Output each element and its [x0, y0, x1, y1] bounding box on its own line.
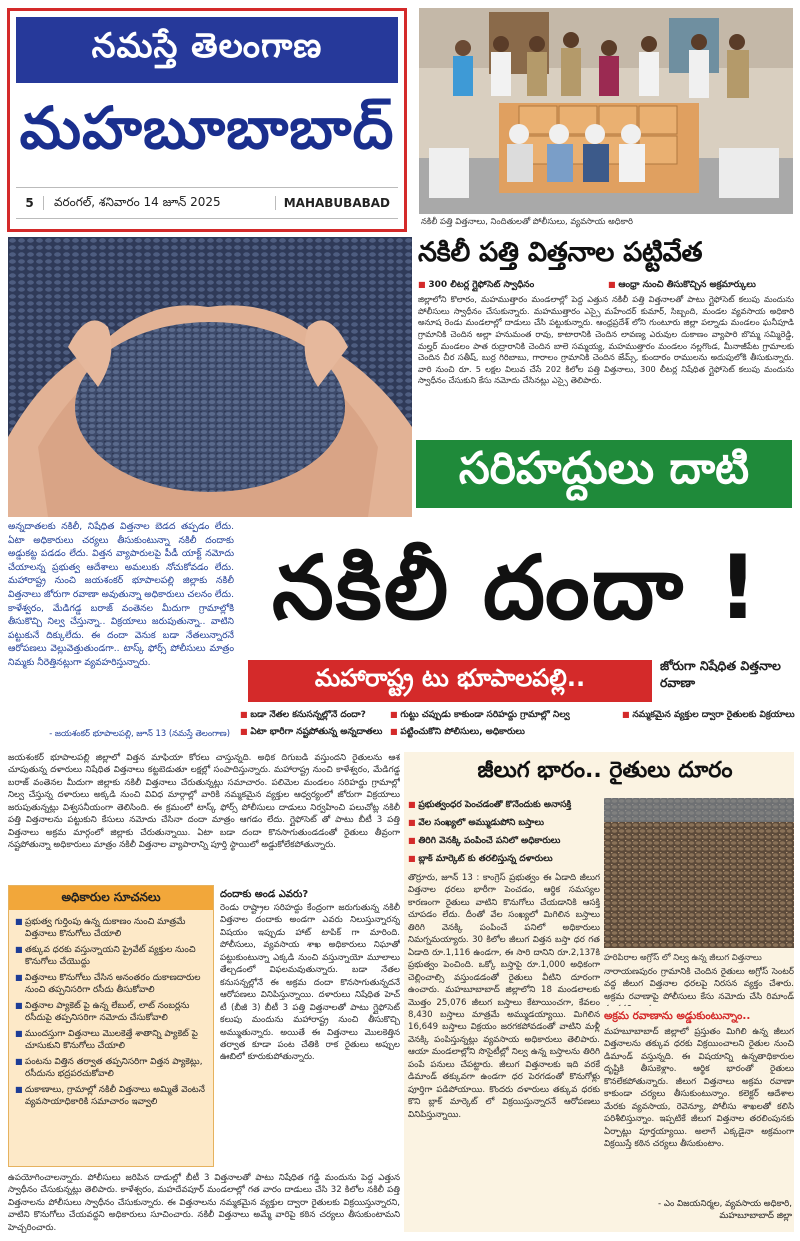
jeeluga-bullet: ■ బ్లాక్ మార్కెట్ కు తరలిస్తున్న దళారులు	[408, 854, 600, 866]
suggestion-item: ■ విత్తనాల ప్యాకెట్ పై ఉన్న లేబుల్, లాట్ నంబర్లను రసీదుపై తప్పనిసరిగా నమోదు చేసుకోవాలి	[15, 1000, 209, 1025]
green-banner: సరిహద్దులు దాటి	[416, 440, 792, 508]
seizure-headline: నకిలీ పత్తి విత్తనాల పట్టివేత	[418, 237, 703, 268]
main-headline: నకిలీ దందా !	[272, 538, 760, 639]
seizure-body: జిల్లాలోని కొలారం, మహముత్తారం మండలాల్లో పెద్ద ఎత్తున నకిలీ పత్తి విత్తనాలతో పాటు గ్లైఫోసెట్ కలుపు మందును పోలీసులు స్వాధీనం చేసుకున్నారు. మహముత్తారం ఎస్సై మహేందర్ కుమార్, సిబ్బంది, మండల వ్యవసాయ అధికారి అనూష రెండు మండలాల్లో దాడులు చేసి పట్టుకున్నారు. ఆంధ్రప్రదేశ్ లోని గుంటూరు జిల్లా పల్నాడు మండలం ఘనీపూడి గ్రామానికి చెందిన అల్లా హనుమంత రావు, కాటారానికి చెందిన లావణ్య ఎరువుల దుకాణం వ్యాపారి బొమ్మ సమ్మిరెడ్డి, మల్హర్ మండలం పాత రుద్రారానికి చెందిన బాలె సమ్మయ్య, మహముత్తారం మండలం నల్లగొండ, మీనాజీపేట గ్రామాలకు చెందిన చీర సతీష్, బుర్ర గిరిబాబు, గారాలం గ్రామానికి చెందిన జేమ్స్, కుందారం రాములను అదుపులోకి తీసుకున్నారు. వారి నుంచి రూ. 5 లక్షల విలువ చేసే 202 కిలోల పత్తి విత్తనాలు, 300 లీటర్ల నిషేధిత గ్లైఫోసెట్ కలుపు మందును స్వాధీనం చేసుకుని కేసు నమోదు చేసినట్లు ఎస్సై తెలిపారు.	[418, 294, 794, 386]
suggestion-item: ■ విత్తనాలు కొనుగోలు చేసిన అనంతరం దుకాణదారుల నుంచి తప్పనిసరిగా రసీదు తీసుకోవాలి	[15, 972, 209, 997]
suggestions-title: అధికారుల సూచనలు	[9, 886, 213, 910]
official-signature: - ఎం విజయనిర్మల, వ్యవసాయ అధికారి, మహబూబాబాద్ జిల్లా	[658, 1199, 792, 1222]
district-name: మహబూబాబాద్	[19, 93, 395, 162]
dateline: వరంగల్, శనివారం 14 జూన్ 2025	[54, 194, 221, 209]
jeeluga-subhead: అక్రమ రవాణాను అడ్డుకుంటున్నాం..	[604, 1010, 751, 1022]
jeeluga-body: తొర్రూరు, జూన్ 13 : కాంగ్రెస్ ప్రభుత్వం ఈ ఏడాది జీలుగ విత్తనాల ధరలు భారీగా పెంచడం, ఆర్థిక సమస్యల కారణంగా రైతులు వాటిని కొనుగోలు చేయడానికి ఆసక్తి చూపడం లేదు. దీంతో వేల సంఖ్యలో మిగిలిన బస్తాలు తిరిగి వెనక్కి పంపించే పనిలో అధికారులు నిమగ్నమయ్యారు. 30 కిలోల జీలుగ విత్తన బస్తా ధర గత ఏడాది రూ.1,116 ఉండగా, ఈ సారి దానిని రూ.2,137కి ప్రభుత్వం పెంచింది. ఒక్కో బస్తాపై రూ.1,000 అధికంగా చెల్లించాల్సి వస్తుండడంతో రైతులు వీటిని దూరంగా ఉంచారు. మహబూబాబాద్ జిల్లాలోని 18 మండలాలకు మొత్తం 25,076 జీలుగ బస్తాలు కేటాయించగా, కేవలం 8,430 బస్తాలు మాత్రమే అమ్ముడయ్యాయి. మిగిలిన 16,649 బస్తాలు విక్రయం జరగకపోవడంతో వాటిని మళ్లీ వెనక్కి పంపిస్తున్నట్లు వ్యవసాయ అధికారులు తెలిపారు. ఆయా మండలాల్లోని సొసైటీల్లో నిల్వ ఉన్న బస్తాలను తిరిగి పంపే పనులు చేపట్టారు. జీలుగ విత్తనాలకు ఇది వరకే డిమాండ్ తక్కువగా ఉండగా ధర పెరగడంతో కొనుగోళ్లు పూర్తిగా పడిపోయాయి. కొందరు దళారులు తక్కువ ధరకు కొని బ్లాక్ మార్కెట్ లో విక్రయిస్తున్నారనే ఆరోపణలు వినిపిస్తున్నాయి.	[408, 873, 600, 1120]
main-story-column: రెండు రాష్ట్రాల సరిహద్దు కేంద్రంగా జరుగుతున్న నకిలీ విత్తనాల దందాకు అండగా ఎవరు నిలుస్తున్నారన్న విషయం ఇప్పుడు హాట్ టాపిక్ గా మారింది. పోలీసులు, వ్యవసాయ శాఖ అధికారులు నిఘాతో పట్టుకుంటున్నా ఎక్కడి నుంచి వస్తున్నాయో మూలాలు తేల్చడంలో విఫలమవుతున్నారు. బడా నేతల కనుసన్నల్లోనే ఈ అక్రమ దందా కొనసాగుతున్నదనే ఆరోపణలు వినిపిస్తున్నాయి. దళారులు నిషేధిత హెచ్ టీ (బీజీ 3) బీటీ 3 పత్తి విత్తనాలతో పాటు గ్లైఫోసెట్ కలుపు మందును మహారాష్ట్ర నుంచి తీసుకొచ్చి అమ్ముతున్నారు. అయితే ఈ విత్తనాలు మొలకెత్తిన తర్వాత కూడా పంట చేతికి రాక రైతులు అప్పుల ఊబిలో కూరుకుపోతున్నారు.	[220, 903, 400, 1063]
story-bullet: ■ బడా నేతల కనుసన్నల్లోనే దందా?	[240, 710, 388, 722]
jeeluga-photo-caption: హరిపిరాల అగ్రోస్ లో నిల్వ ఉన్న జీలుగ విత్తనాలు	[604, 952, 762, 962]
quote-credit: - జయశంకర్ భూపాలపల్లి, జూన్ 13 (నమస్తే తెలంగాణ)	[49, 728, 230, 738]
jeeluga-seeds-photo	[604, 798, 794, 948]
jeeluga-right-body2: మహబూబాబాద్ జిల్లాలో ప్రస్తుతం మిగిలి ఉన్న జీలుగ విత్తనాలను తక్కువ ధరకు విక్రయించాలని రైతుల నుంచి డిమాండ్ వస్తున్నది. ఈ విషయాన్ని ఉన్నతాధికారుల దృష్టికి తీసుకెళ్లాం. ఆర్థిక భారంతో రైతులు కొనలేకపోతున్నారు. జీలుగ విత్తనాలు అక్రమ రవాణా కాకుండా చర్యలు తీసుకుంటున్నాం. కలెక్టర్ ఆదేశాల మేరకు వ్యవసాయ, రెవెన్యూ, పోలీసు శాఖలతో కలిసి పరిశీలిస్తున్నాం. ఇప్పటికే జీలుగ విత్తనాల తరలింపునకు ఏర్పాట్లు పూర్తయ్యాయి. అలాగే ఎక్కడైనా అక్రమంగా విక్రయిస్తే కఠిన చర్యలు తీసుకుంటాం.	[604, 1027, 794, 1150]
sub-side-text: జోరుగా నిషేధిత విత్తనాల రవాణా	[660, 658, 781, 690]
masthead	[7, 8, 407, 232]
sub-banner: మహారాష్ట్ర టు భూపాలపల్లి..	[248, 660, 652, 702]
story-bullet: ■ పట్టించుకోని పోలీసులు, అధికారులు	[390, 727, 620, 739]
suggestion-item: ■ ప్రభుత్వ గుర్తింపు ఉన్న దుకాణం నుంచి మాత్రమే విత్తనాలు కొనుగోలు చేయాలి	[15, 916, 209, 941]
seizure-bullet: ■ ఆంధ్రా నుంచి తీసుకొచ్చిన అక్రమార్కులు	[608, 280, 794, 292]
main-story-intro: జయశంకర్ భూపాలపల్లి జిల్లాలో విత్తన మాఫియా కోరలు చాస్తున్నది. అధిక దిగుబడి వస్తుందని రైతులను ఆశ చూపుతున్న దళారులు నిషేధిత విత్తనాలు కట్టబెడుతూ లక్షల్లో సంపాదిస్తున్నారు. మహారాష్ట్ర నుంచి కాళేశ్వరం, మేడిగడ్డ బరాజ్ వంతెనల మీదుగా జిల్లాకు నకిలీ విత్తనాలు చేరుతున్నట్లు సమాచారం. పలిమెల మండలం సరిహద్దు గ్రామాల్లో నిల్వ చేస్తున్న దళారులు అక్కడి నుంచి వివిధ మార్గాల్లో వారికి నమ్మకమైన వ్యక్తుల ఆధ్వర్యంలో జోరుగా విక్రయాలు జరుపుతున్నట్లు విశ్వసనీయంగా తెలిసింది. ఈ క్రమంలో టాస్క్ ఫోర్స్ పోలీసులు దాడులు నిర్వహించి పలుచోట్ల నకిలీ పత్తి విత్తనాలను పట్టుకుని కేసులు నమోదు చేసినా దందా మాత్రం ఆగడం లేదు. గ్లైఫోసెట్ తో పాటు బీటీ 3 పత్తి విత్తనాలు అక్రమ మార్గంలో జిల్లాకు చేరుతున్నాయి. ఏటా బడా దందా కొనసాగుతుండడంతో రైతులు తీవ్రంగా నష్టపోతున్నా అధికారులు మాత్రం నకిలీ విత్తనాల వ్యాపారాన్ని పూర్తి స్థాయిలో అడ్డుకోలేకపోతున్నారు.	[8, 753, 400, 851]
story-bullet: ■ ఏటా భారీగా నష్టపోతున్న అన్నదాతలు	[240, 727, 388, 739]
suggestion-item: ■ దుకాణాలు, గ్రామాల్లో నకిలీ విత్తనాలు అమ్మితే వెంటనే వ్యవసాయాధికారికి సమాచారం ఇవ్వాలి	[15, 1084, 209, 1109]
top-photo-caption: నకిలీ పత్తి విత్తనాలు, నిందితులతో పోలీసులు, వ్యవసాయ అధికారి	[421, 216, 633, 226]
suggestion-item: ■ పంటను విత్తిన తర్వాత తప్పనిసరిగా విత్తన ప్యాకెట్లు, రసీదును భద్రపరచుకోవాలి	[15, 1056, 209, 1081]
suggestions-box	[8, 885, 214, 1167]
suggestions-list	[15, 916, 209, 1112]
dateline-bar	[16, 187, 398, 219]
paper-name: నమస్తే తెలంగాణ	[16, 17, 398, 83]
main-story-bottom: ఉపయోగించాలన్నారు. పోలీసులు జరిపిన దాడుల్లో బీటీ 3 విత్తనాలతో పాటు నిషేధిత గడ్డి మందును పెద్ద ఎత్తున స్వాధీనం చేసుకున్నట్లు తెలిపారు. కాళేశ్వరం, మహదేవపూర్ మండలాల్లో గత వారం దాడులు చేసి 32 కిలోల నకిలీ పత్తి విత్తనాలను పోలీసులు స్వాధీనం చేసుకున్నారు. ఈ విత్తనాలను నమ్మకమైన వ్యక్తుల ద్వారా రైతులకు విక్రయిస్తున్నారని, వాటిని కొనుగోలు చేయవద్దని అధికారులు సూచించారు. నకిలీ విత్తనాలు అమ్మే వారిపై కఠిన చర్యలు తీసుకుంటామని హెచ్చరించారు.	[8, 1173, 400, 1233]
suggestion-item: ■ ముందస్తుగా విత్తనాలు మొలకెత్తే శాతాన్ని ప్యాకెట్ పై చూసుకుని కొనుగోలు చేయాలి	[15, 1028, 209, 1053]
intro-quote: అన్నదాతలకు నకిలీ, నిషేధిత విత్తనాల బెడద తప్పడం లేదు. ఏటా అధికారులు చర్యలు తీసుకుంటున్నా నకిలీ దందాకు అడ్డుకట్ట పడడం లేదు. విత్తన వ్యాపారులపై పీడీ యాక్ట్ నమోదు చేయాలన్న ప్రభుత్వ ఆదేశాలు అమలుకు నోచుకోవడం లేదు. మహారాష్ట్ర నుంచి జయశంకర్ భూపాలపల్లి జిల్లాకు నకిలీ విత్తనాలు జోరుగా రవాణా అవుతున్నా అధికారులు చలనం లేదు. కాళేశ్వరం, మేడిగడ్డ బరాజ్ వంతెనల మీదుగా గ్రామాల్లోకి తీసుకొచ్చి నిల్వ చేస్తున్నా.. విక్రయాలు జరుపుతున్నా.. వాటిని పట్టుకునే దిక్కులేదు. ఈ దందా వెనుక బడా నేతలున్నారనే ఆరోపణలు వెల్లువెత్తుతుండగా.. టాస్క్ ఫోర్స్ పోలీసులు మాత్రం నిమ్మకు నీరెత్తినట్లుగా వ్యవహరిస్తున్నారు.	[8, 521, 234, 669]
jeeluga-right-body: నారాయణపురం గ్రామానికి చెందిన రైతులు అగ్రోస్ సెంటర్ వద్ద జీలుగ విత్తనాల ధరలపై నిరసన వ్యక్తం చేశారు. అక్రమ రవాణాపై పోలీసులు కేసు నమోదు చేసి రిమాండ్	[604, 967, 794, 1002]
story-bullet: ■ గుట్టు చప్పుడు కాకుండా సరిహద్దు గ్రామాల్లో నిల్వ	[390, 710, 620, 722]
subhead-anda: దందాకు అండ ఎవరు?	[220, 889, 309, 900]
jeeluga-bullet: ■ వేల సంఖ్యలో అమ్ముడుపోని బస్తాలు	[408, 818, 600, 830]
jeeluga-bullet: ■ ప్రభుత్వంధర పెంచడంతో కొనేందుకు అనాసక్తి	[408, 800, 600, 812]
seizure-bullet: ■ 300 లీటర్ల గ్లైఫోసెట్ స్వాధీనం	[418, 280, 608, 292]
page-number: 5	[16, 196, 44, 210]
story-bullet: ■ నమ్మకమైన వ్యక్తుల ద్వారా రైతులకు విక్రయాలు	[622, 710, 796, 722]
seized-seeds-photo	[419, 8, 793, 214]
suggestion-item: ■ తక్కువ ధరకు వస్తున్నాయని ప్రైవేట్ వ్యక్తుల నుంచి కొనుగోలు చేయొద్దు	[15, 944, 209, 969]
jeeluga-headline: జీలుగ భారం.. రైతులు దూరం	[477, 758, 733, 783]
seeds-in-hands-photo	[8, 237, 412, 517]
jeeluga-bullet: ■ తిరిగి వెనక్కి పంపించే పనిలో అధికారులు	[408, 836, 600, 848]
edition-label: MAHABUBABAD	[275, 196, 398, 210]
